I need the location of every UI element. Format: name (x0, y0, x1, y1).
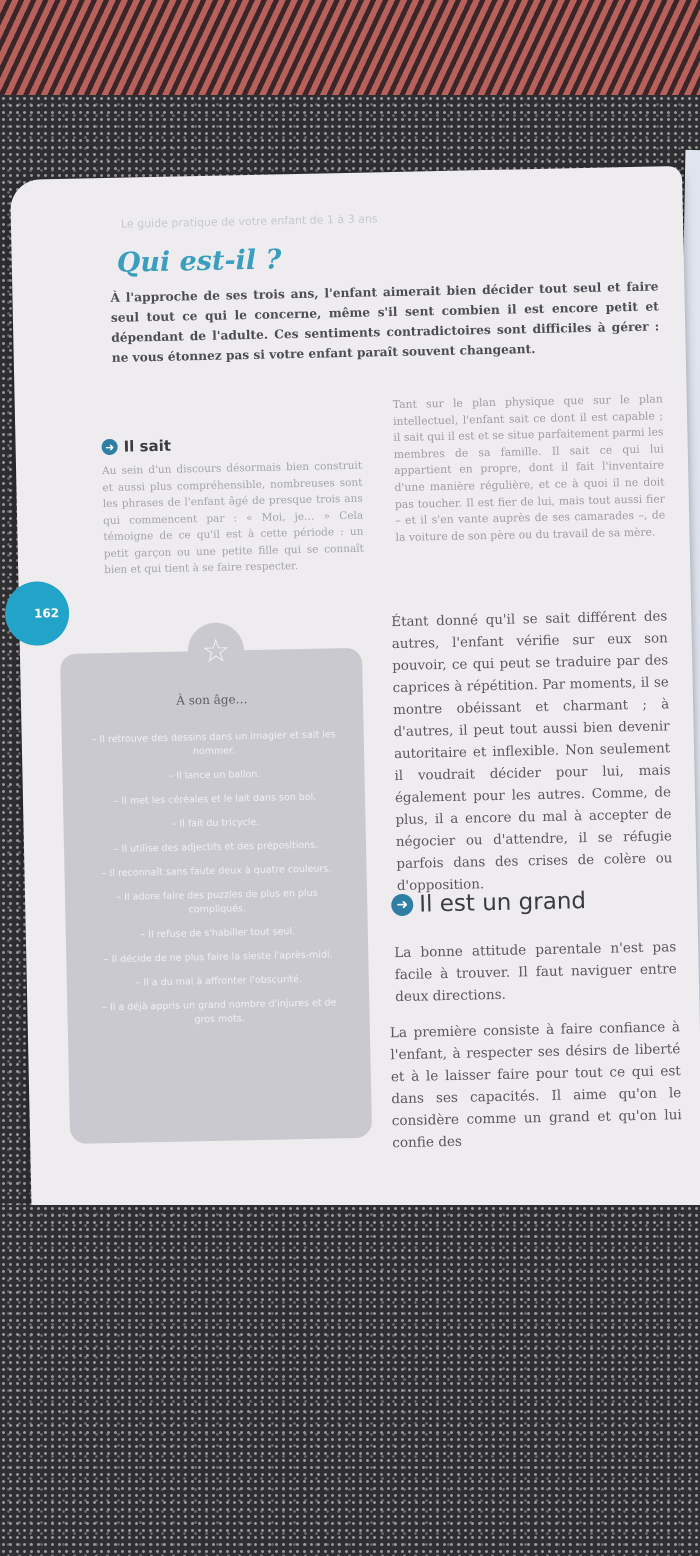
age-milestones-list (86, 728, 348, 1039)
arrow-right-circle-icon: ➜ (391, 894, 413, 916)
list-item: – Il a déjà appris un grand nombre d'injures et de gros mots. (91, 996, 348, 1029)
il-est-un-grand-paragraph-1: La bonne attitude parentale n'est pas facile à trouver. Il faut naviguer entre deux directions. (394, 939, 677, 1006)
list-item: – Il retrouve des dessins dans un imagier et sait les nommer. (86, 728, 343, 761)
age-box-title: À son âge… (176, 692, 248, 708)
list-item: – Il utilise des adjectifs et des prépositions. (88, 838, 344, 857)
age-milestones-box (60, 631, 372, 1144)
page-number: 162 (33, 606, 60, 621)
section-heading-label: Il sait (123, 436, 172, 456)
page-number-tab (4, 581, 69, 646)
star-icon: ☆ (187, 622, 244, 679)
il-sait-paragraph: Au sein d'un discours désormais bien construit et aussi plus compréhensible, nombreuses sont les phrases de l'enfant âgé de presque trois ans qui commencent par : « Moi, je… » Cela témoigne de ce qu'il est à cette période : un petit garçon ou une petite fille qui se connaît bien et qui tient à se faire respecter. (101, 459, 364, 577)
intro-paragraph: À l'approche de ses trois ans, l'enfant aimerait bien décider tout seul et faire seul tout ce qui le concerne, même s'il sent combien il est encore petit et dépendant de l'adulte. Ces sentiments contradictoires sont difficiles à gérer : ne vous étonnez pas si votre enfant paraît souvent changeant. (110, 279, 660, 365)
section-heading-label: Il est un grand (418, 888, 587, 918)
list-item: – Il reconnaît sans faute deux à quatre couleurs. (88, 862, 344, 881)
section-heading-il-sait (101, 437, 171, 456)
list-item: – Il a du mal à affronter l'obscurité. (91, 972, 347, 991)
list-item: – Il lance un ballon. (86, 766, 342, 785)
list-item: – Il met les céréales et le lait dans son bol. (87, 790, 343, 809)
arrow-right-circle-icon: ➜ (101, 439, 117, 455)
right-paragraph-1: Tant sur le plan physique que sur le plan intellectuel, l'enfant sait ce dont il est capable ; il sait qui il est et se situe parfaitement parmi les membres de sa famille. Il sait ce qui lui appartient en propre, dont il fait l'inventaire d'une manière régulière, et ce à quoi il ne doit pas toucher. Il est fier de lui, mais tout aussi fier – et il s'en vante auprès de ses camarades –, de la voiture de son père ou du travail de sa mère. (392, 392, 666, 544)
list-item: – Il adore faire des puzzles de plus en plus compliqués. (89, 886, 346, 919)
cloth-background-lower (0, 1205, 700, 1556)
il-est-un-grand-paragraph-2: La première consiste à faire confiance à l'enfant, à respecter ses désirs de liberté et à le laisser faire pour tout ce qui est dans ses capacités. Il aime qu'on le considère comme un grand et qu'on lui confie des (389, 1019, 682, 1152)
list-item: – Il décide de ne plus faire la sieste l'après-midi. (90, 948, 346, 967)
list-item: – Il fait du tricycle. (87, 814, 343, 833)
running-head: Le guide pratique de votre enfant de 1 à 3 ans (120, 212, 378, 231)
section-heading-il-est-un-grand (391, 888, 586, 918)
page-title: Qui est-il ? (116, 244, 282, 279)
right-paragraph-2: Étant donné qu'il se sait différent des autres, l'enfant vérifie sur eux son pouvoir, ce qui peut se traduire par des caprices à répétition. Par moments, il se montre obéissant et charmant ; à d'autres, il peut tout aussi bien devenir autoritaire et inflexible. Non seulement il voudrait décider pour lui, mais également pour les autres. Comme, de plus, il a encore du mal à accepter de négocier ou d'attendre, il se réfugie parfois dans des crises de colère ou d'opposition. (391, 609, 673, 895)
book-page (10, 166, 700, 1230)
list-item: – Il refuse de s'habiller tout seul. (90, 924, 346, 943)
